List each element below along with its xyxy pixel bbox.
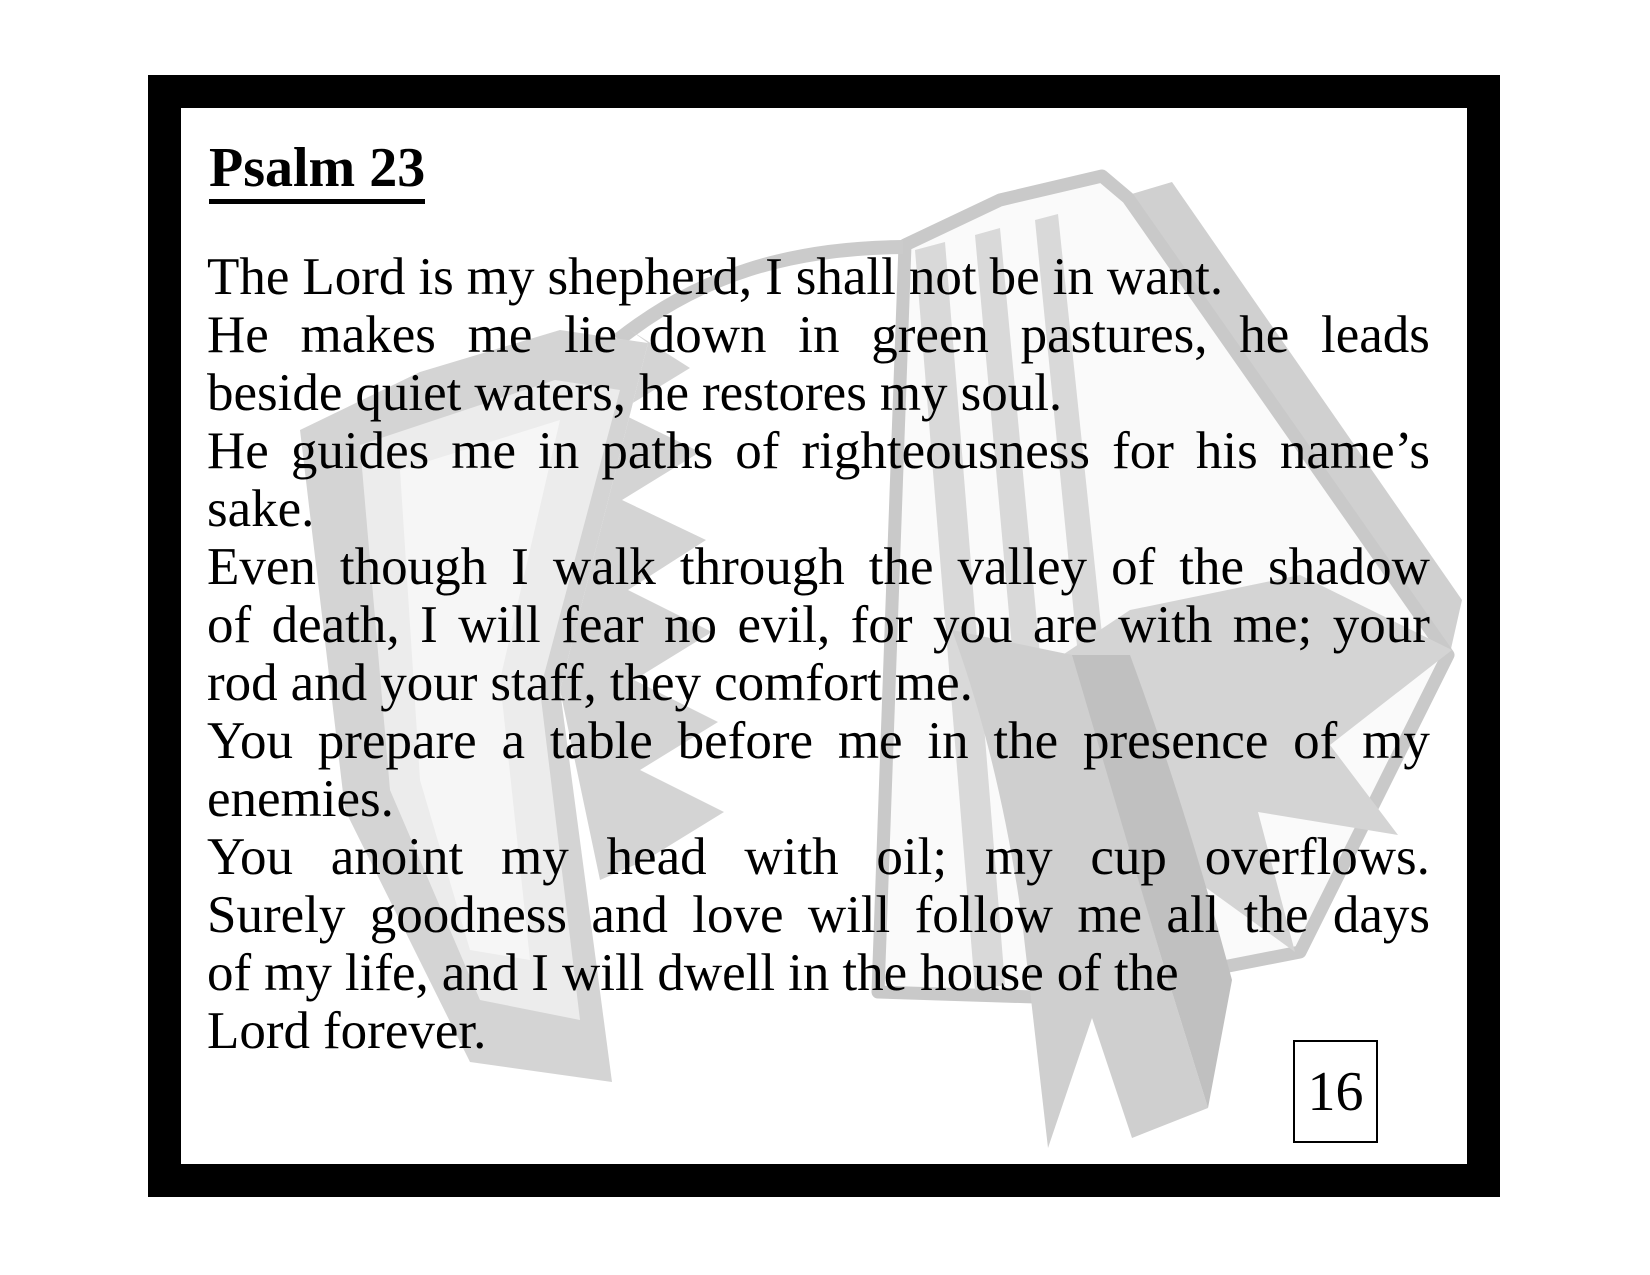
psalm-word: and — [591, 886, 668, 944]
psalm-word: in — [1052, 248, 1094, 306]
psalm-word: he — [638, 364, 689, 422]
psalm-line — [207, 712, 1430, 770]
psalm-word: me — [837, 712, 903, 770]
psalm-word: green — [871, 306, 989, 364]
psalm-word: will — [807, 886, 891, 944]
psalm-word: soul. — [960, 364, 1063, 422]
psalm-word: the — [868, 538, 934, 596]
psalm-word: me — [467, 306, 533, 364]
psalm-line — [207, 422, 1430, 480]
psalm-line — [207, 1002, 1430, 1060]
psalm-line — [207, 364, 1430, 422]
psalm-word: want. — [1106, 248, 1224, 306]
psalm-word: my — [984, 828, 1053, 886]
psalm-word: restores — [702, 364, 867, 422]
psalm-word: righteousness — [801, 422, 1091, 480]
psalm-word: my — [501, 828, 569, 886]
psalm-word: cup — [1090, 828, 1167, 886]
psalm-line — [207, 654, 1430, 712]
psalm-word: the — [1243, 886, 1309, 944]
psalm-word: not — [908, 248, 977, 306]
psalm-word: rod — [207, 654, 278, 712]
document-frame — [148, 75, 1500, 1197]
page-number: 16 — [1307, 1060, 1364, 1123]
psalm-word: You — [207, 828, 293, 886]
psalm-word: sake. — [207, 480, 315, 538]
psalm-word: with — [744, 828, 839, 886]
psalm-word: enemies. — [207, 770, 394, 828]
psalm-word: forever. — [323, 1002, 487, 1060]
psalm-word: life, — [344, 944, 429, 1002]
psalm-word: of — [1293, 712, 1338, 770]
psalm-word: head — [606, 828, 707, 886]
psalm-word: in — [927, 712, 969, 770]
psalm-word: you — [932, 596, 1013, 654]
psalm-word: waters, — [474, 364, 626, 422]
psalm-line — [207, 770, 1430, 828]
psalm-word: name’s — [1279, 422, 1430, 480]
psalm-word: He — [207, 306, 269, 364]
psalm-word: table — [549, 712, 653, 770]
psalm-word: for — [850, 596, 913, 654]
psalm-word: Even — [207, 538, 316, 596]
psalm-word: I — [420, 596, 438, 654]
page-title — [209, 138, 425, 198]
page-title-text: Psalm 23 — [209, 137, 425, 204]
psalm-word: and — [441, 944, 519, 1002]
psalm-word: though — [339, 538, 488, 596]
psalm-line — [207, 306, 1430, 364]
psalm-word: all — [1166, 886, 1220, 944]
psalm-word: The — [207, 248, 290, 306]
psalm-word: my — [264, 944, 332, 1002]
psalm-word: and — [290, 654, 368, 712]
psalm-word: comfort — [714, 654, 882, 712]
psalm-word: shall — [795, 248, 896, 306]
psalm-word: evil, — [737, 596, 831, 654]
psalm-word: your — [380, 654, 478, 712]
psalm-word: Lord — [207, 1002, 311, 1060]
psalm-line — [207, 886, 1430, 944]
psalm-word: my — [466, 248, 535, 306]
psalm-word: prepare — [317, 712, 477, 770]
psalm-word: shadow — [1268, 538, 1430, 596]
psalm-word: in — [788, 944, 830, 1002]
psalm-word: days — [1332, 886, 1430, 944]
psalm-word: I — [531, 944, 549, 1002]
psalm-word: a — [501, 712, 526, 770]
psalm-line — [207, 596, 1430, 654]
psalm-word: shepherd, — [547, 248, 753, 306]
psalm-word: makes — [300, 306, 436, 364]
document-page — [181, 108, 1467, 1164]
psalm-line — [207, 944, 1430, 1002]
psalm-word: He — [207, 422, 269, 480]
psalm-word: will — [458, 596, 541, 654]
psalm-word: the — [1179, 538, 1244, 596]
psalm-word: dwell — [657, 944, 776, 1002]
psalm-word: anoint — [330, 828, 464, 886]
psalm-word: me; — [1232, 596, 1313, 654]
psalm-word: of — [207, 944, 252, 1002]
psalm-word: love — [692, 886, 784, 944]
psalm-word: of — [1056, 944, 1101, 1002]
psalm-word: be — [989, 248, 1040, 306]
psalm-word: your — [1332, 596, 1430, 654]
psalm-word: they — [609, 654, 702, 712]
psalm-word: I — [765, 248, 783, 306]
psalm-word: of — [207, 596, 252, 654]
psalm-word: the — [842, 944, 908, 1002]
psalm-word: paths — [601, 422, 714, 480]
psalm-line — [207, 538, 1430, 596]
psalm-word: overflows. — [1204, 828, 1430, 886]
psalm-word: oil; — [876, 828, 948, 886]
psalm-word: is — [418, 248, 454, 306]
psalm-line — [207, 480, 1430, 538]
psalm-word: follow — [914, 886, 1053, 944]
psalm-word: beside — [207, 364, 343, 422]
psalm-word: of — [1111, 538, 1156, 596]
psalm-body — [207, 248, 1430, 1060]
page-number-box — [1293, 1040, 1378, 1143]
psalm-word: for — [1112, 422, 1174, 480]
psalm-word: house — [920, 944, 1044, 1002]
psalm-word: guides — [290, 422, 430, 480]
psalm-word: goodness — [369, 886, 567, 944]
psalm-word: Lord — [302, 248, 406, 306]
psalm-word: You — [207, 712, 293, 770]
psalm-word: are — [1032, 596, 1098, 654]
psalm-word: fear — [561, 596, 644, 654]
psalm-word: no — [664, 596, 717, 654]
psalm-word: presence — [1082, 712, 1269, 770]
psalm-word: his — [1195, 422, 1258, 480]
psalm-line — [207, 248, 1430, 306]
psalm-word: the — [1113, 944, 1179, 1002]
psalm-word: before — [677, 712, 813, 770]
psalm-word: leads — [1320, 306, 1430, 364]
psalm-word: my — [879, 364, 948, 422]
psalm-word: will — [561, 944, 645, 1002]
psalm-word: of — [735, 422, 780, 480]
psalm-word: through — [679, 538, 845, 596]
psalm-word: with — [1118, 596, 1213, 654]
psalm-word: in — [538, 422, 580, 480]
psalm-word: he — [1239, 306, 1290, 364]
psalm-word: Surely — [207, 886, 346, 944]
psalm-word: me — [451, 422, 517, 480]
psalm-word: me. — [894, 654, 973, 712]
psalm-word: quiet — [355, 364, 462, 422]
psalm-word: walk — [552, 538, 656, 596]
psalm-word: lie — [564, 306, 618, 364]
psalm-word: valley — [957, 538, 1088, 596]
psalm-word: my — [1362, 712, 1430, 770]
psalm-word: me — [1077, 886, 1143, 944]
psalm-line — [207, 828, 1430, 886]
psalm-word: pastures, — [1020, 306, 1208, 364]
psalm-word: down — [648, 306, 767, 364]
psalm-word: staff, — [490, 654, 597, 712]
psalm-word: I — [511, 538, 529, 596]
psalm-word: in — [798, 306, 840, 364]
psalm-word: death, — [271, 596, 400, 654]
psalm-word: the — [993, 712, 1059, 770]
